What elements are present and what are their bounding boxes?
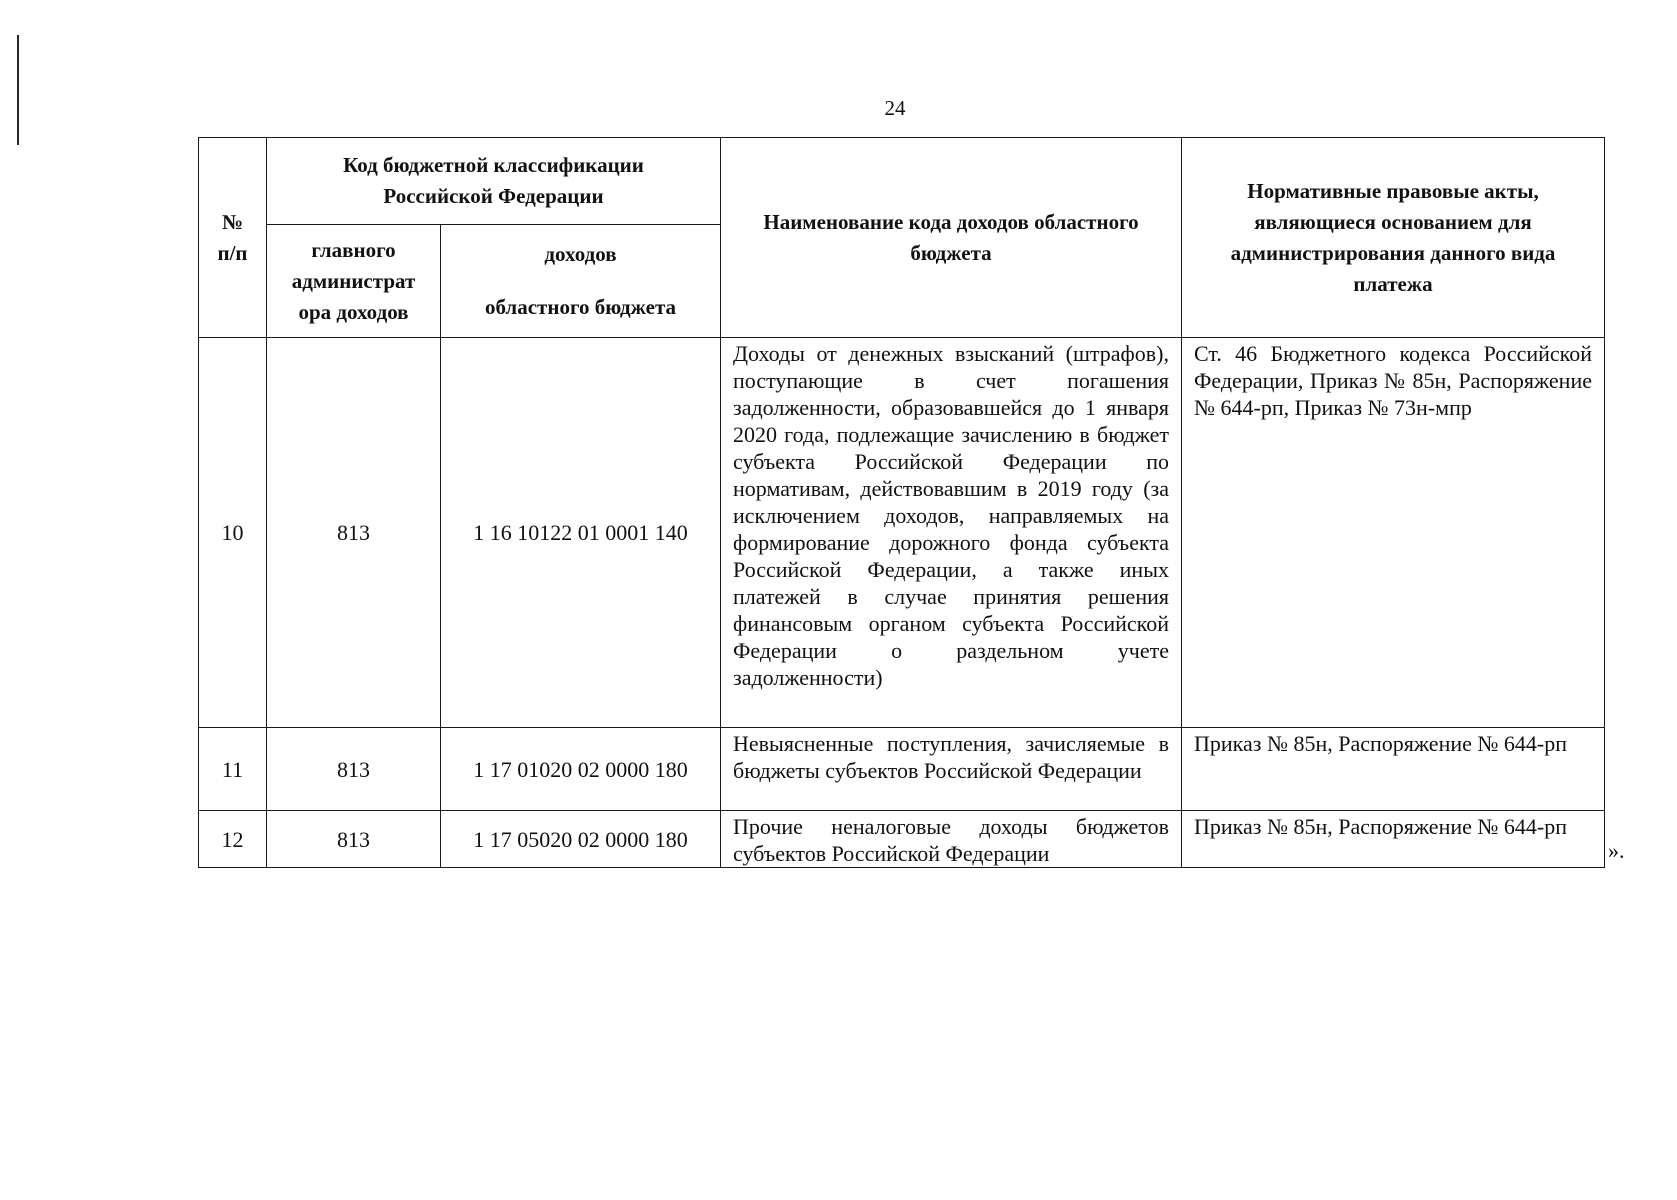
- header-income-name: Наименование кода доходов областного бюджета: [721, 138, 1182, 338]
- header-income-code-line1: доходов: [544, 242, 617, 266]
- row-administrator-code: 813: [267, 338, 441, 728]
- scan-margin-mark: [17, 35, 19, 145]
- header-kbk-group: Код бюджетной классификации Российской Федерации: [267, 138, 721, 225]
- row-budget-code: 1 17 01020 02 0000 180: [441, 728, 721, 811]
- table-row: [199, 811, 1605, 868]
- row-budget-code: 1 16 10122 01 0001 140: [441, 338, 721, 728]
- row-income-name: Невыясненные поступления, зачисляемые в бюджеты субъектов Российской Федерации: [721, 728, 1182, 811]
- row-number: 12: [199, 811, 267, 868]
- row-administrator-code: 813: [267, 728, 441, 811]
- row-legal-acts: Приказ № 85н, Распоряжение № 644-рп: [1182, 728, 1605, 811]
- table-row: [199, 728, 1605, 811]
- row-legal-acts: Приказ № 85н, Распоряжение № 644-рп: [1182, 811, 1605, 868]
- table-header: [199, 138, 1605, 338]
- header-income-code: [441, 225, 721, 338]
- header-num: № п/п: [199, 138, 267, 338]
- page-number: 24: [884, 96, 906, 120]
- row-income-name: Прочие неналоговые доходы бюджетов субъектов Российской Федерации: [721, 811, 1182, 868]
- row-number: 10: [199, 338, 267, 728]
- row-legal-acts: Ст. 46 Бюджетного кодекса Российской Федерации, Приказ № 85н, Распоряжение № 644-рп, Приказ № 73н-мпр: [1182, 338, 1605, 728]
- closing-quote: ».: [1608, 838, 1625, 863]
- header-income-code-line2: областного бюджета: [484, 295, 677, 319]
- row-budget-code: 1 17 05020 02 0000 180: [441, 811, 721, 868]
- header-main-administrator: главного администрат ора доходов: [267, 225, 441, 338]
- table-row: [199, 338, 1605, 728]
- row-income-name: Доходы от денежных взысканий (штрафов), поступающие в счет погашения задолженности, образовавшейся до 1 января 2020 года, подлежащие зачислению в бюджет субъекта Российской Федерации по нормативам, действовавшим в 2019 году (за исключением доходов, направляемых на формирование дорожного фонда субъекта Российской Федерации, а также иных платежей в случае принятия решения финансовым органом субъекта Российской Федерации о раздельном учете задолженности): [721, 338, 1182, 728]
- header-legal-acts: Нормативные правовые акты, являющиеся основанием для администрирования данного вида платежа: [1182, 138, 1605, 338]
- row-number: 11: [199, 728, 267, 811]
- row-administrator-code: 813: [267, 811, 441, 868]
- income-codes-table: [198, 137, 1605, 868]
